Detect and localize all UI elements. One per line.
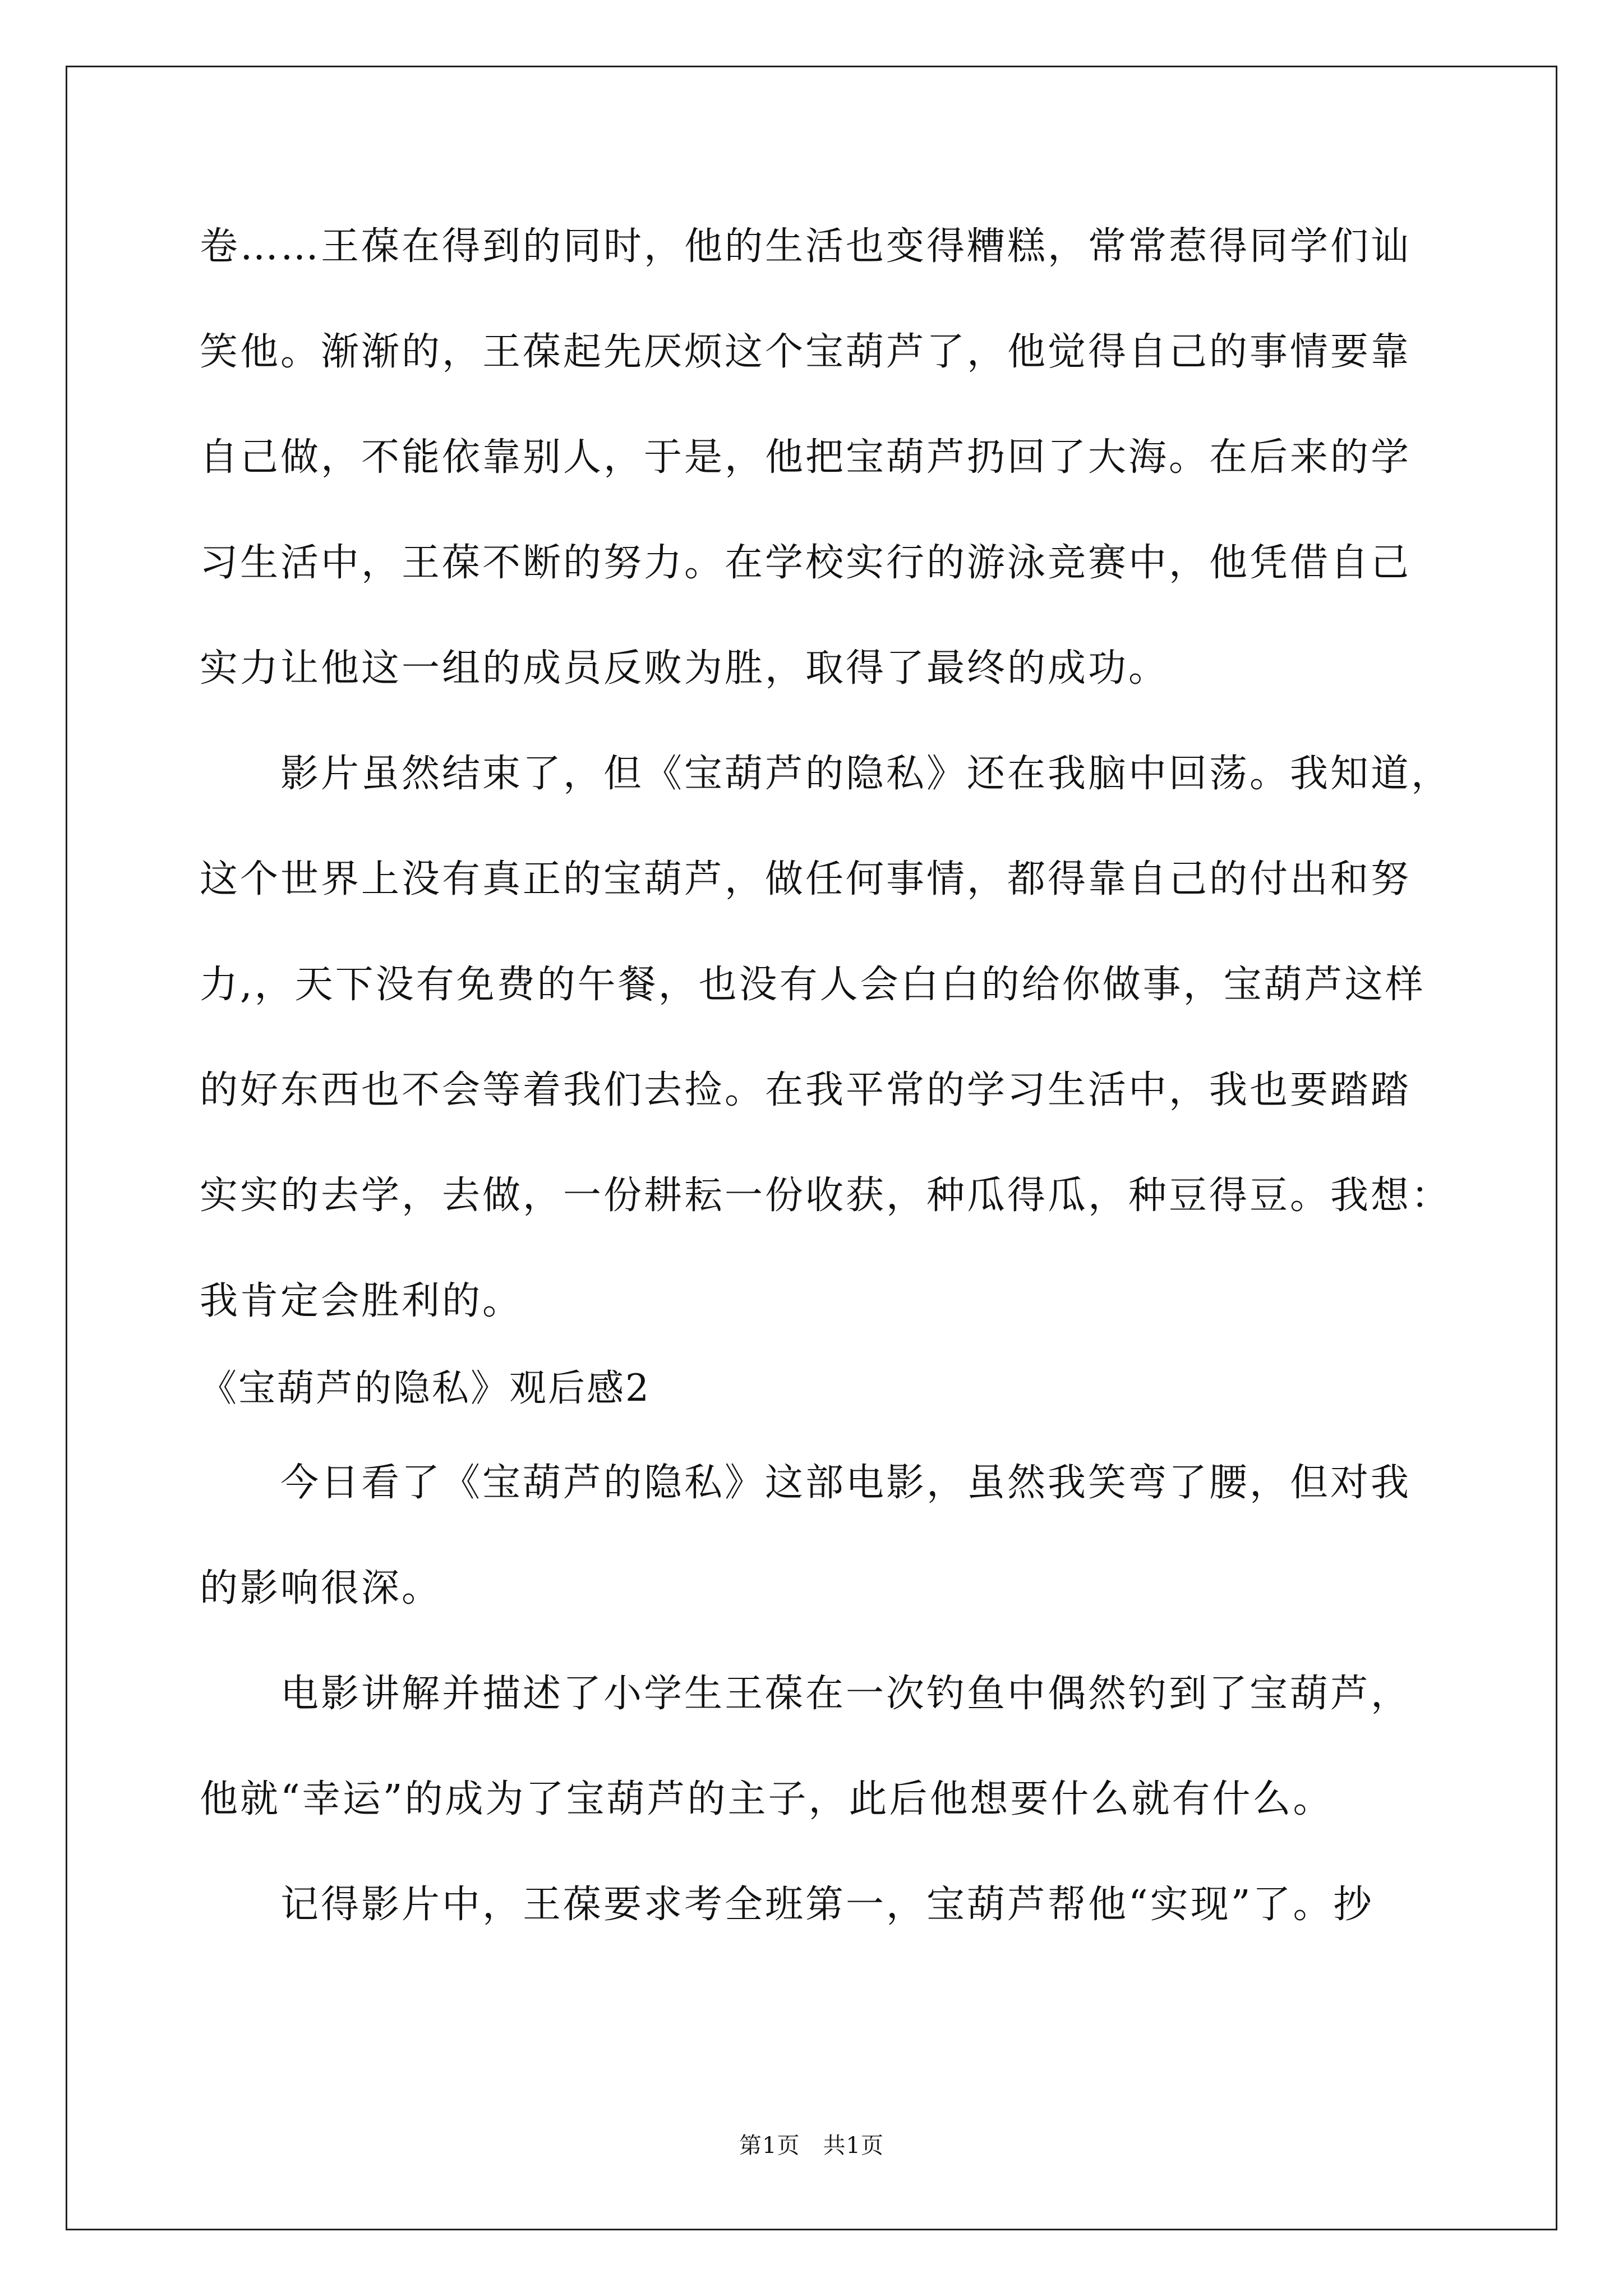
body-line: 今日看了《宝葫芦的隐私》这部电影，虽然我笑弯了腰，但对我 (280, 1461, 1412, 1505)
body-line: 的好东西也不会等着我们去捡。在我平常的学习生活中，我也要踏踏 (200, 1068, 1412, 1112)
body-line: 实实的去学，去做，一份耕耘一份收获，种瓜得瓜，种豆得豆。我想： (200, 1174, 1452, 1218)
page-number-footer: 第1页 共1页 (739, 2133, 884, 2159)
body-line: 电影讲解并描述了小学生王葆在一次钓鱼中偶然钓到了宝葫芦， (280, 1672, 1412, 1716)
body-line: 卷……王葆在得到的同时，他的生活也变得糟糕，常常惹得同学们讪 (200, 224, 1412, 269)
body-line: 他就“幸运”的成为了宝葫芦的主子，此后他想要什么就有什么。 (200, 1777, 1334, 1821)
body-line: 记得影片中，王葆要求考全班第一，宝葫芦帮他“实现”了。抄 (280, 1883, 1374, 1927)
body-line: 这个世界上没有真正的宝葫芦，做任何事情，都得靠自己的付出和努 (200, 857, 1412, 901)
body-line: 自己做，不能依靠别人，于是，他把宝葫芦扔回了大海。在后来的学 (200, 435, 1412, 480)
body-line: 我肯定会胜利的。 (200, 1279, 523, 1323)
body-line: 的影响很深。 (200, 1566, 442, 1611)
body-line: 影片虽然结束了，但《宝葫芦的隐私》还在我脑中回荡。我知道， (280, 752, 1452, 796)
body-line: 实力让他这一组的成员反败为胜，取得了最终的成功。 (200, 646, 1169, 691)
body-line: 习生活中，王葆不断的努力。在学校实行的游泳竞赛中，他凭借自己 (200, 541, 1412, 585)
body-line: 笑他。渐渐的，王葆起先厌烦这个宝葫芦了，他觉得自己的事情要靠 (200, 330, 1412, 374)
body-line: 力,，天下没有免费的午餐，也没有人会白白的给你做事，宝葫芦这样 (200, 963, 1426, 1007)
section-heading: 《宝葫芦的隐私》观后感2 (200, 1366, 651, 1410)
